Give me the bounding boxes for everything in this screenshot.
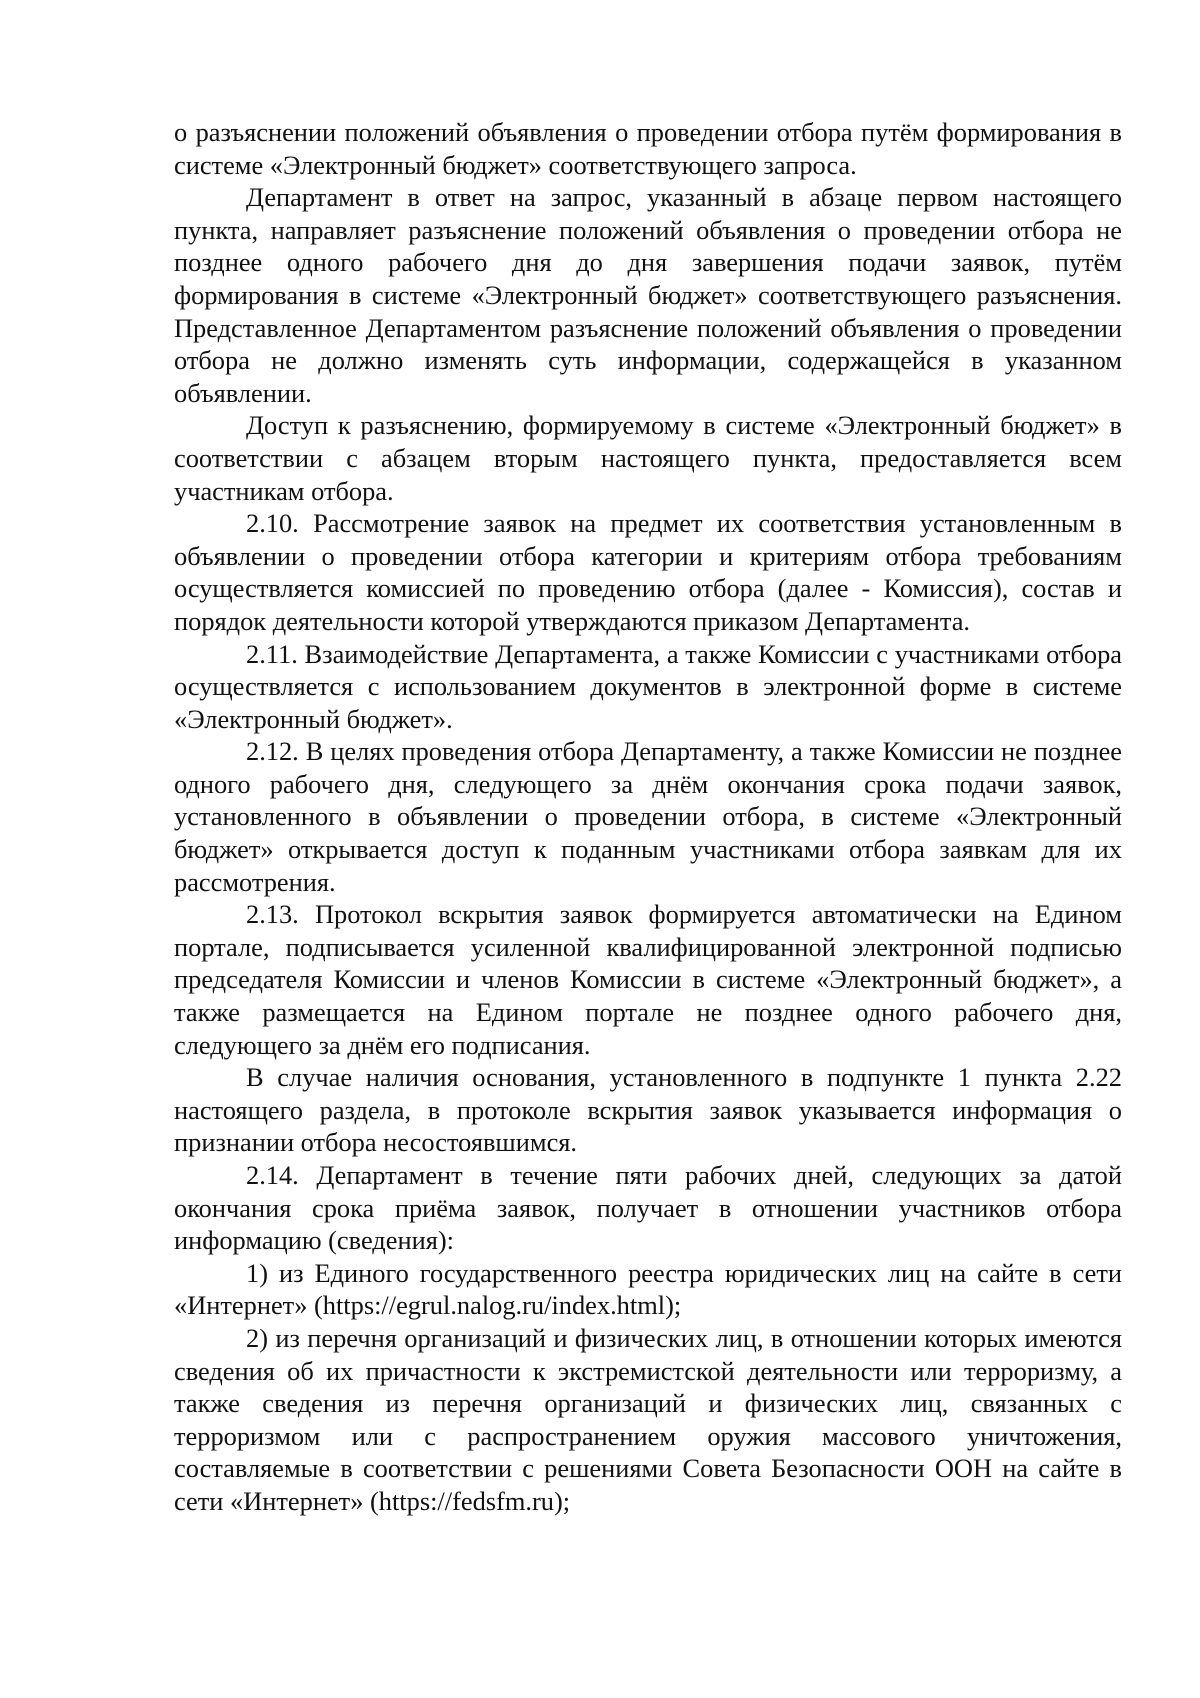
document-body	[174, 116, 1122, 1518]
paragraph-clarification-access: Доступ к разъяснению, формируемому в системе «Электронный бюджет» в соответствии с абзацем вторым настоящего пункта, предоставляется всем участникам отбора.	[174, 410, 1122, 506]
list-item-1: 1) из Единого государственного реестра юридических лиц на сайте в сети «Интернет» (https://egrul.nalog.ru/index.html);	[174, 1257, 1122, 1321]
paragraph-2-14: 2.14. Департамент в течение пяти рабочих дней, следующих за датой окончания срока приёма заявок, получает в отношении участников отбора информацию (сведения):	[174, 1160, 1122, 1256]
paragraph-failed-selection: В случае наличия основания, установленного в подпункте 1 пункта 2.22 настоящего раздела, в протоколе вскрытия заявок указывается информация о признании отбора несостоявшимся.	[174, 1062, 1122, 1158]
paragraph-2-10: 2.10. Рассмотрение заявок на предмет их соответствия установленным в объявлении о проведении отбора категории и критериям отбора требованиям осуществляется комиссией по проведению отбора (далее - Комиссия), состав и порядок деятельности которой утверждаются приказом Департамента.	[174, 508, 1122, 636]
paragraph-continuation: о разъяснении положений объявления о проведении отбора путём формирования в системе «Электронный бюджет» соответствующего запроса.	[174, 117, 1122, 180]
list-item-2: 2) из перечня организаций и физических лиц, в отношении которых имеются сведения об их причастности к экстремистской деятельности или терроризму, а также сведения из перечня организаций и физических лиц, связанных с терроризмом или с распространением оружия массового уничтожения, составляемые в соответствии с решениями Совета Безопасности ООН на сайте в сети «Интернет» (https://fedsfm.ru);	[174, 1322, 1122, 1516]
paragraph-2-11: 2.11. Взаимодействие Департамента, а также Комиссии с участниками отбора осуществляется с использованием документов в электронной форме в системе «Электронный бюджет».	[174, 638, 1122, 734]
paragraph-2-13: 2.13. Протокол вскрытия заявок формируется автоматически на Едином портале, подписывается усиленной квалифицированной электронной подписью председателя Комиссии и членов Комиссии в системе «Электронный бюджет», а также размещается на Едином портале не позднее одного рабочего дня, следующего за днём его подписания.	[174, 899, 1122, 1060]
paragraph-department-response: Департамент в ответ на запрос, указанный в абзаце первом настоящего пункта, направляет разъяснение положений объявления о проведении отбора не позднее одного рабочего дня до дня завершения подачи заявок, путём формирования в системе «Электронный бюджет» соответствующего разъяснения. Представленное Департаментом разъяснение положений объявления о проведении отбора не должно изменять суть информации, содержащейся в указанном объявлении.	[174, 182, 1122, 408]
paragraph-2-12: 2.12. В целях проведения отбора Департаменту, а также Комиссии не позднее одного рабочего дня, следующего за днём окончания срока подачи заявок, установленного в объявлении о проведении отбора, в системе «Электронный бюджет» открывается доступ к поданным участниками отбора заявкам для их рассмотрения.	[174, 736, 1122, 897]
